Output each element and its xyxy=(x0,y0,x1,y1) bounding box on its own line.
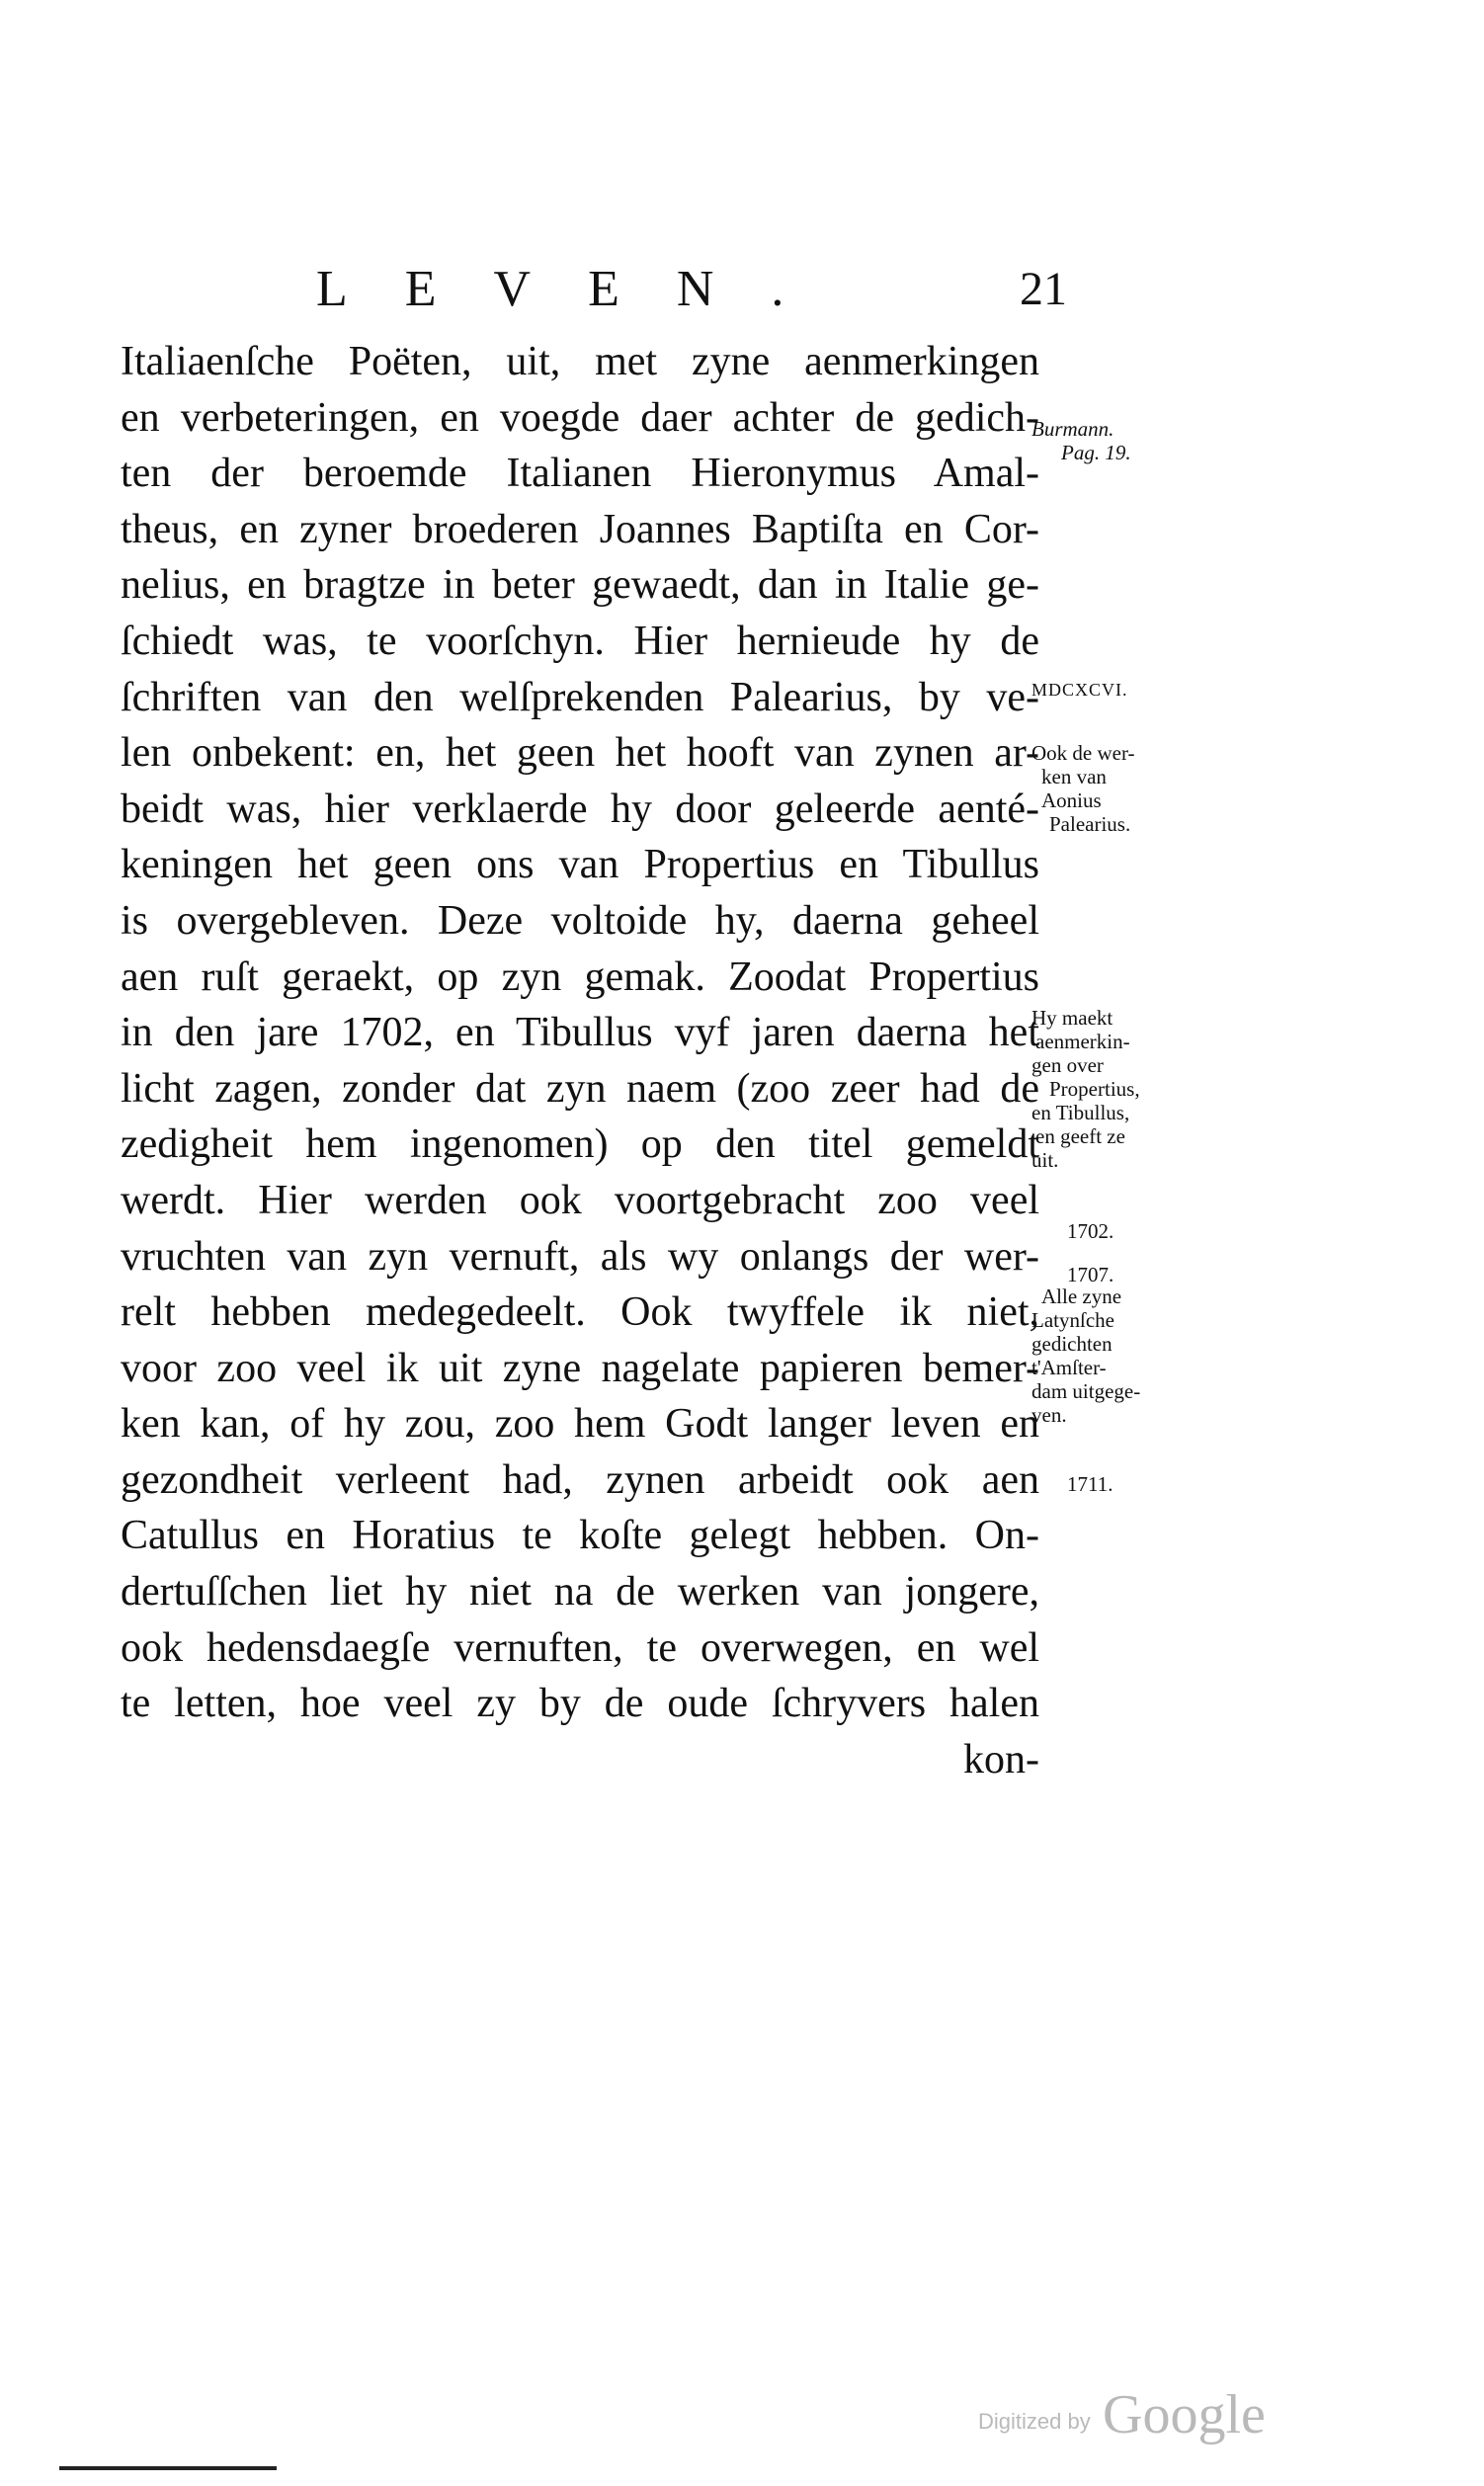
text-line: werdt. Hier werden ook voortgebracht zoo veel xyxy=(121,1177,1039,1223)
margin-note-annotations xyxy=(1031,1006,1140,1172)
text-line: aen ruſt geraekt, op zyn gemak. Zoodat Propertius xyxy=(121,953,1039,1000)
running-header xyxy=(316,255,1067,324)
margin-note-line: ven. xyxy=(1031,1403,1067,1427)
text-line: te letten, hoe veel zy by de oude ſchryvers halen xyxy=(121,1681,1039,1727)
margin-note-line: ken van xyxy=(1041,765,1107,788)
text-line: relt hebben medegedeelt. Ook twyffele ik niet, xyxy=(121,1289,1039,1336)
text-line: nelius, en bragtze in beter gewaedt, dan in Italie ge- xyxy=(121,562,1039,609)
running-title: LEVEN. xyxy=(316,261,842,317)
text-line: voor zoo veel ik uit zyne nagelate papieren bemer- xyxy=(121,1345,1039,1391)
text-line: dertuſſchen liet hy niet na de werken van jongere, xyxy=(121,1569,1039,1616)
text-line: Italiaenſche Poëten, uit, met zyne aenmerkingen xyxy=(121,339,1039,384)
text-line: theus, en zyner broederen Joannes Baptiſta en Cor- xyxy=(121,506,1039,552)
margin-note-line: Hy maekt xyxy=(1031,1006,1113,1030)
text-line: ſchiedt was, te voorſchyn. Hier hernieude hy de xyxy=(121,618,1039,664)
text-line: ten der beroemde Italianen Hieronymus Amal- xyxy=(121,451,1039,497)
text-line: in den jare 1702, en Tibullus vyf jaren daerna het xyxy=(121,1010,1039,1056)
margin-note-year-1707 xyxy=(1067,1263,1113,1286)
margin-note-line: Alle zyne xyxy=(1041,1284,1122,1308)
margin-note-line: t'Amſter- xyxy=(1031,1356,1107,1379)
margin-note-line: gedichten xyxy=(1031,1332,1113,1356)
margin-note-line: Burmann. xyxy=(1031,417,1114,441)
margin-note-line: 1702. xyxy=(1067,1219,1114,1243)
text-line: kon- xyxy=(963,1736,1039,1782)
text-line: ken kan, of hy zou, zoo hem Godt langer leven en xyxy=(121,1401,1039,1448)
margin-note-line: Pag. 19. xyxy=(1061,441,1131,464)
margin-note-line: en geeft ze xyxy=(1035,1124,1125,1148)
text-line: ook hedensdaegſe vernuften, te overwegen, en wel xyxy=(121,1624,1039,1671)
margin-note-line: en Tibullus, xyxy=(1031,1101,1130,1124)
margin-note-line: dam uitgege- xyxy=(1031,1379,1141,1403)
margin-note-palearius xyxy=(1031,741,1135,836)
bottom-edge-rule xyxy=(59,2466,277,2470)
text-line: zedigheit hem ingenomen) op den titel gemeldt xyxy=(121,1121,1039,1168)
margin-note-line: Latynſche xyxy=(1031,1308,1114,1332)
margin-note-burmann xyxy=(1031,417,1131,464)
margin-note-line: Propertius, xyxy=(1049,1077,1140,1101)
google-logo: Google xyxy=(1103,2384,1266,2445)
text-line: en verbeteringen, en voegde daer achter de gedich- xyxy=(121,394,1039,441)
text-line: licht zagen, zonder dat zyn naem (zoo zeer had de xyxy=(121,1065,1039,1112)
margin-note-line: 1711. xyxy=(1067,1472,1113,1496)
page-number: 21 xyxy=(1020,263,1067,315)
margin-note-line: MDCXCVI. xyxy=(1031,680,1128,700)
margin-note-year-1696 xyxy=(1031,678,1128,702)
watermark-digitized-by: Digitized by xyxy=(978,2409,1091,2434)
text-line: ſchriften van den welſprekenden Palearius, by ve- xyxy=(121,674,1039,720)
margin-note-line: uit. xyxy=(1031,1148,1059,1172)
margin-note-line: 1707. xyxy=(1067,1263,1114,1286)
text-line: Catullus en Horatius te koſte gelegt hebben. On- xyxy=(121,1513,1039,1559)
margin-note-line: Ook de wer- xyxy=(1031,741,1135,765)
text-line: is overgebleven. Deze voltoide hy, daerna geheel xyxy=(121,897,1039,944)
text-line: len onbekent: en, het geen het hooft van zynen ar- xyxy=(121,730,1039,777)
digitized-by-watermark xyxy=(978,2383,1294,2443)
margin-note-year-1711 xyxy=(1067,1472,1113,1496)
text-line: keningen het geen ons van Propertius en Tibullus xyxy=(121,842,1039,888)
text-line: gezondheit verleent had, zynen arbeidt ook aen xyxy=(121,1456,1039,1503)
text-line: vruchten van zyn vernuft, als wy onlangs der wer- xyxy=(121,1233,1039,1280)
margin-note-line: aenmerkin- xyxy=(1035,1030,1130,1053)
margin-note-year-1702 xyxy=(1067,1219,1113,1243)
body-text xyxy=(121,334,1039,1787)
margin-note-line: Palearius. xyxy=(1049,812,1131,836)
margin-note-line: Aonius xyxy=(1041,788,1102,812)
margin-note-line: gen over xyxy=(1031,1053,1104,1077)
text-line: beidt was, hier verklaerde hy door geleerde aenté- xyxy=(121,786,1039,832)
margin-note-latin-poems xyxy=(1031,1284,1140,1427)
